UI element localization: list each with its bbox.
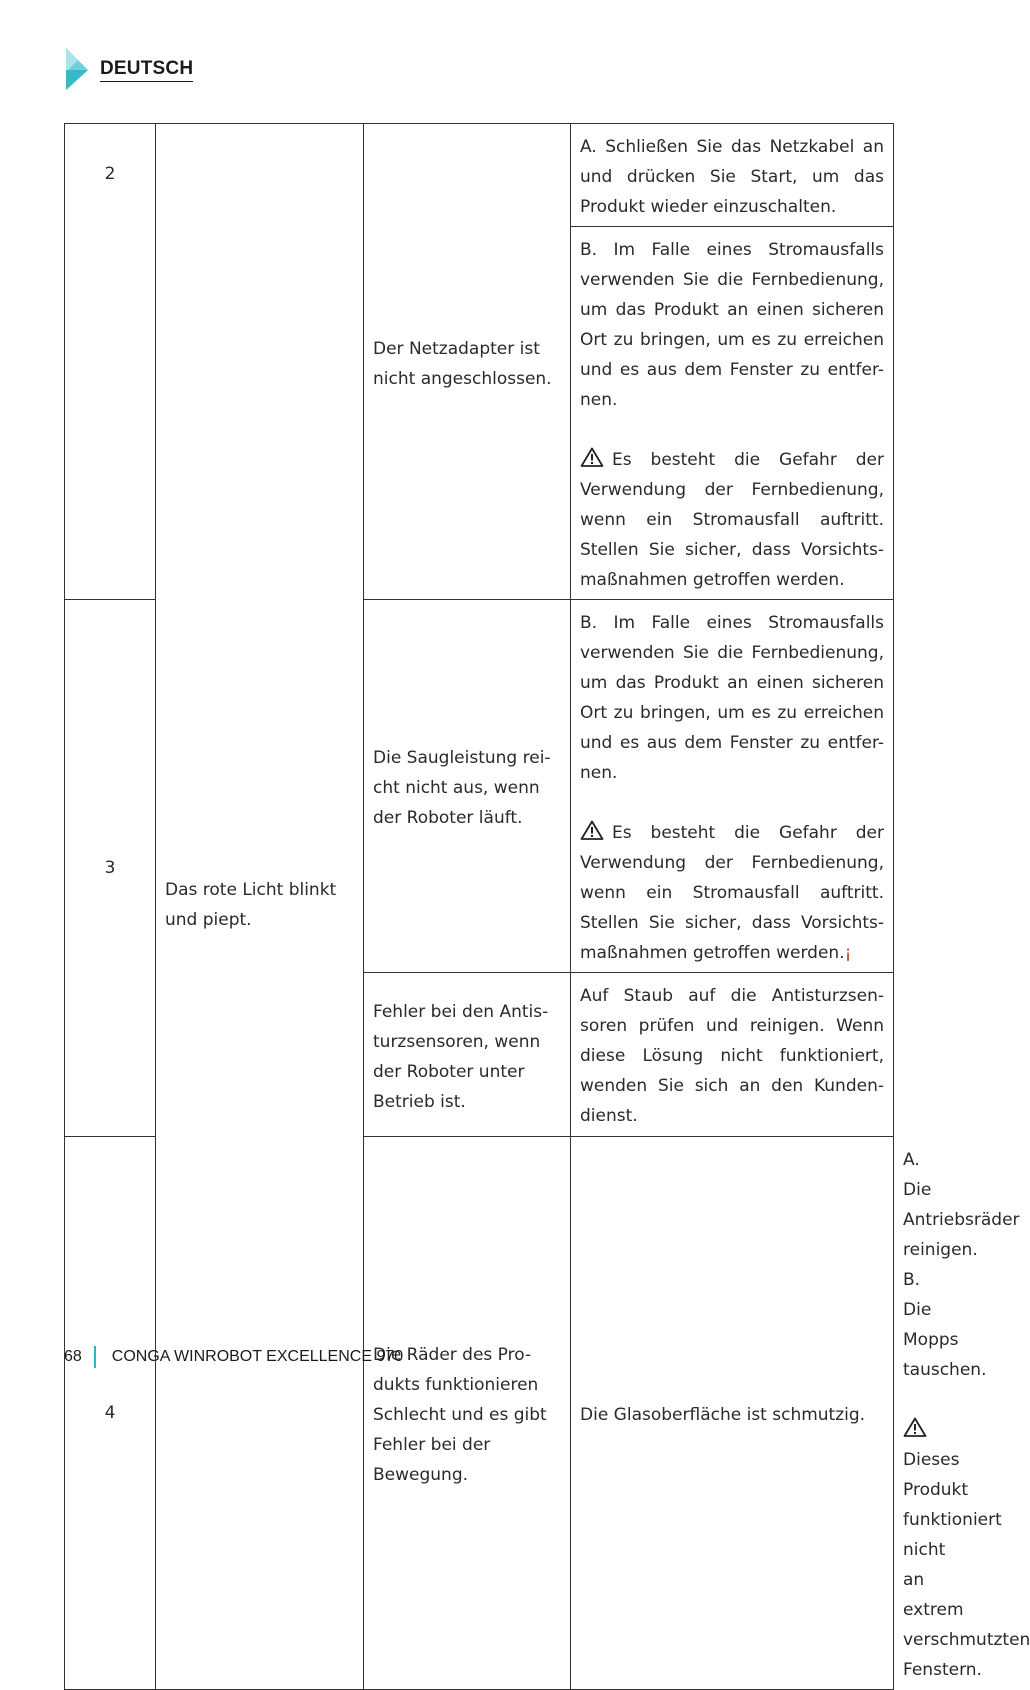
row-number-cell [65, 1137, 156, 1690]
table-row [65, 124, 894, 227]
warning-text: Es besteht die Gefahr der Verwendung der Fernbedienung, wenn ein Stromausfall auftritt. Stellen Sie sicher, dass Vorsichts-maßnahmen getroffen werden. [580, 823, 884, 963]
problem-cell [156, 124, 364, 1690]
troubleshooting-table [64, 123, 1030, 1690]
brand-logo-icon [64, 46, 92, 92]
table-row: 4 Die Räder des Pro-dukts funktionieren Schlecht und es gibt Fehler bei der Bewegung. Die Glasoberfläche ist schmutzig. A. Die Antriebsräder reinigen. B. Die Mopps tauschen. Dieses Produkt funktioniert nicht an extrem verschmutzten Fenstern. [65, 1137, 894, 1690]
warning-icon [580, 820, 604, 840]
row-number: 4 [104, 1403, 116, 1423]
cause-text: Der Netzadapter ist nicht angeschlossen. [373, 338, 552, 389]
row-number: 2 [104, 164, 116, 184]
cause-text: Die Glasoberfläche ist schmutzig. [580, 1405, 866, 1425]
warning-note [580, 445, 884, 595]
row-number-cell [65, 124, 156, 600]
text-cursor: ¡ [844, 943, 852, 963]
solution-cell [571, 973, 894, 1137]
cause-cell [364, 600, 571, 973]
warning-note [580, 818, 884, 968]
problem-text: Das rote Licht blinkt und piept. [165, 879, 337, 930]
solution-cell [571, 227, 894, 600]
page-number: 68 [64, 1348, 82, 1365]
cause-cell [364, 124, 571, 600]
warning-icon [903, 1417, 927, 1437]
product-name: CONGA WINROBOT EXCELLENCE 970 [111, 1348, 404, 1365]
solution-text: B. Im Falle eines Stromausfalls verwenden Sie die Fernbedienung, um das Produkt an einen sicheren Ort zu bringen, um es zu erreichen und es aus dem Fenster zu entfer-nen. [580, 240, 884, 410]
row-number: 3 [104, 858, 116, 878]
cause-text: Die Saugleistung rei-cht nicht aus, wenn der Roboter läuft. [373, 748, 551, 828]
cause-text: Fehler bei den Antis-turzsensoren, wenn der Roboter unter Betrieb ist. [373, 1001, 549, 1112]
warning-icon [580, 447, 604, 467]
solution-text: B. Im Falle eines Stromausfalls verwenden Sie die Fernbedienung, um das Produkt an einen sicheren Ort zu bringen, um es zu erreichen und es aus dem Fenster zu entfer-nen. [580, 613, 884, 783]
language-label: DEUTSCH [100, 58, 193, 82]
cause-cell [571, 1137, 894, 1690]
cause-cell [364, 973, 571, 1137]
row-number-cell [65, 600, 156, 1137]
warning-text: Dieses Produkt funktioniert nicht an extrem verschmutzten Fenstern. [903, 1450, 1030, 1680]
problem-cell [364, 1137, 571, 1690]
footer-divider [94, 1346, 96, 1368]
warning-text: Es besteht die Gefahr der Verwendung der Fernbedienung, wenn ein Stromausfall auftritt. Stellen Sie sicher, dass Vorsichts-maßnahmen getroffen werden. [580, 450, 884, 590]
solution-text: A. Schließen Sie das Netzkabel an und drücken Sie Start, um das Produkt wieder einzuschalten. [580, 137, 884, 217]
solution-cell [571, 124, 894, 227]
problem-text: Die Räder des Pro-dukts funktionieren Schlecht und es gibt Fehler bei der Bewegung. [373, 1345, 547, 1485]
solution-text: Auf Staub auf die Antisturzsen-soren prüfen und reinigen. Wenn diese Lösung nicht funktioniert, wenden Sie sich an den Kunden-dienst. [580, 986, 884, 1126]
solution-cell [571, 600, 894, 973]
page-footer [64, 1345, 403, 1369]
